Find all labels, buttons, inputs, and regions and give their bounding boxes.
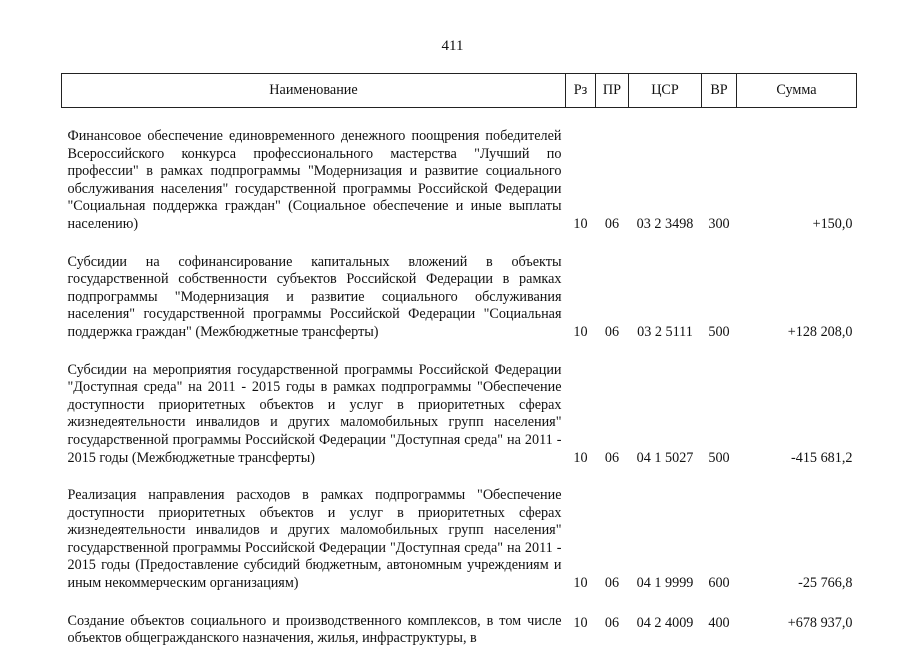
table-header-row [62, 74, 857, 108]
row-sum: +678 937,0 [787, 614, 853, 631]
row-rz: 10 [573, 449, 588, 466]
row-pr: 06 [604, 614, 620, 631]
row-rz: 10 [573, 575, 588, 592]
table-row [62, 358, 857, 468]
row-name: Реализация направления расходов в рамках подпрограммы "Обеспечение доступности приоритетных объектов и услуг в приоритетных сферах жизнедеятельности инвалидов и других маломобильных групп населения" государственной программы Российской Федерации "Доступная среда" на 2011 - 2015 годы (Предоставление субсидий бюджетным, автономным учреждениям и иным некоммерческим организациям) [67, 487, 562, 592]
row-sum: -25 766,8 [798, 575, 853, 592]
column-header-sum: Сумма [737, 74, 857, 108]
budget-table [61, 73, 857, 649]
row-rz: 10 [573, 614, 588, 631]
row-vr: 400 [708, 614, 730, 631]
column-header-rz: Рз [566, 74, 596, 108]
row-pr: 06 [604, 324, 620, 341]
column-header-name: Наименование [62, 74, 566, 108]
row-name: Финансовое обеспечение единовременного денежного поощрения победителей Всероссийского конкурса профессионального мастерства "Лучший по профессии" в рамках подпрограммы "Модернизация и развитие социального обслуживания населения" государственной программы Российской Федерации "Социальная поддержка граждан" (Социальное обеспечение и иные выплаты населению) [67, 128, 562, 232]
row-vr: 300 [708, 216, 730, 233]
row-csr: 04 1 9999 [636, 575, 694, 592]
row-name: Создание объектов социального и производственного комплексов, в том числе объектов общегражданского назначения, жилья, инфраструктуры, в [67, 612, 562, 647]
row-pr: 06 [604, 216, 620, 233]
row-csr: 04 1 5027 [636, 449, 694, 466]
table-row [62, 483, 857, 593]
column-header-vr: ВР [702, 74, 737, 108]
row-pr: 06 [604, 449, 620, 466]
table-row [62, 609, 857, 649]
row-csr: 04 2 4009 [636, 614, 694, 631]
row-sum: -415 681,2 [791, 449, 853, 466]
row-name: Субсидии на софинансирование капитальных вложений в объекты государственной собственности субъектов Российской Федерации в рамках подпрограммы "Модернизация и развитие социального обслуживания населения" государственной программы Российской Федерации "Социальная поддержка граждан" (Межбюджетные трансферты) [67, 253, 562, 340]
table-row [62, 250, 857, 342]
row-csr: 03 2 5111 [637, 324, 693, 341]
page-number: 411 [441, 38, 464, 54]
row-vr: 500 [708, 449, 730, 466]
row-rz: 10 [573, 324, 588, 341]
row-name: Субсидии на мероприятия государственной программы Российской Федерации "Доступная среда" на 2011 - 2015 годы в рамках подпрограммы "Обеспечение доступности приоритетных объектов и услуг в приоритетных сферах жизнедеятельности инвалидов и других маломобильных групп населения" государственной программы Российской Федерации "Доступная среда" на 2011 - 2015 годы (Межбюджетные трансферты) [67, 361, 562, 466]
row-sum: +150,0 [812, 216, 853, 233]
column-header-csr: ЦСР [629, 74, 702, 108]
row-sum: +128 208,0 [787, 324, 853, 341]
row-csr: 03 2 3498 [636, 216, 694, 233]
table-row [62, 124, 857, 234]
row-rz: 10 [573, 216, 588, 233]
row-vr: 500 [708, 324, 730, 341]
row-pr: 06 [604, 575, 620, 592]
column-header-pr: ПР [596, 74, 629, 108]
row-vr: 600 [708, 575, 730, 592]
